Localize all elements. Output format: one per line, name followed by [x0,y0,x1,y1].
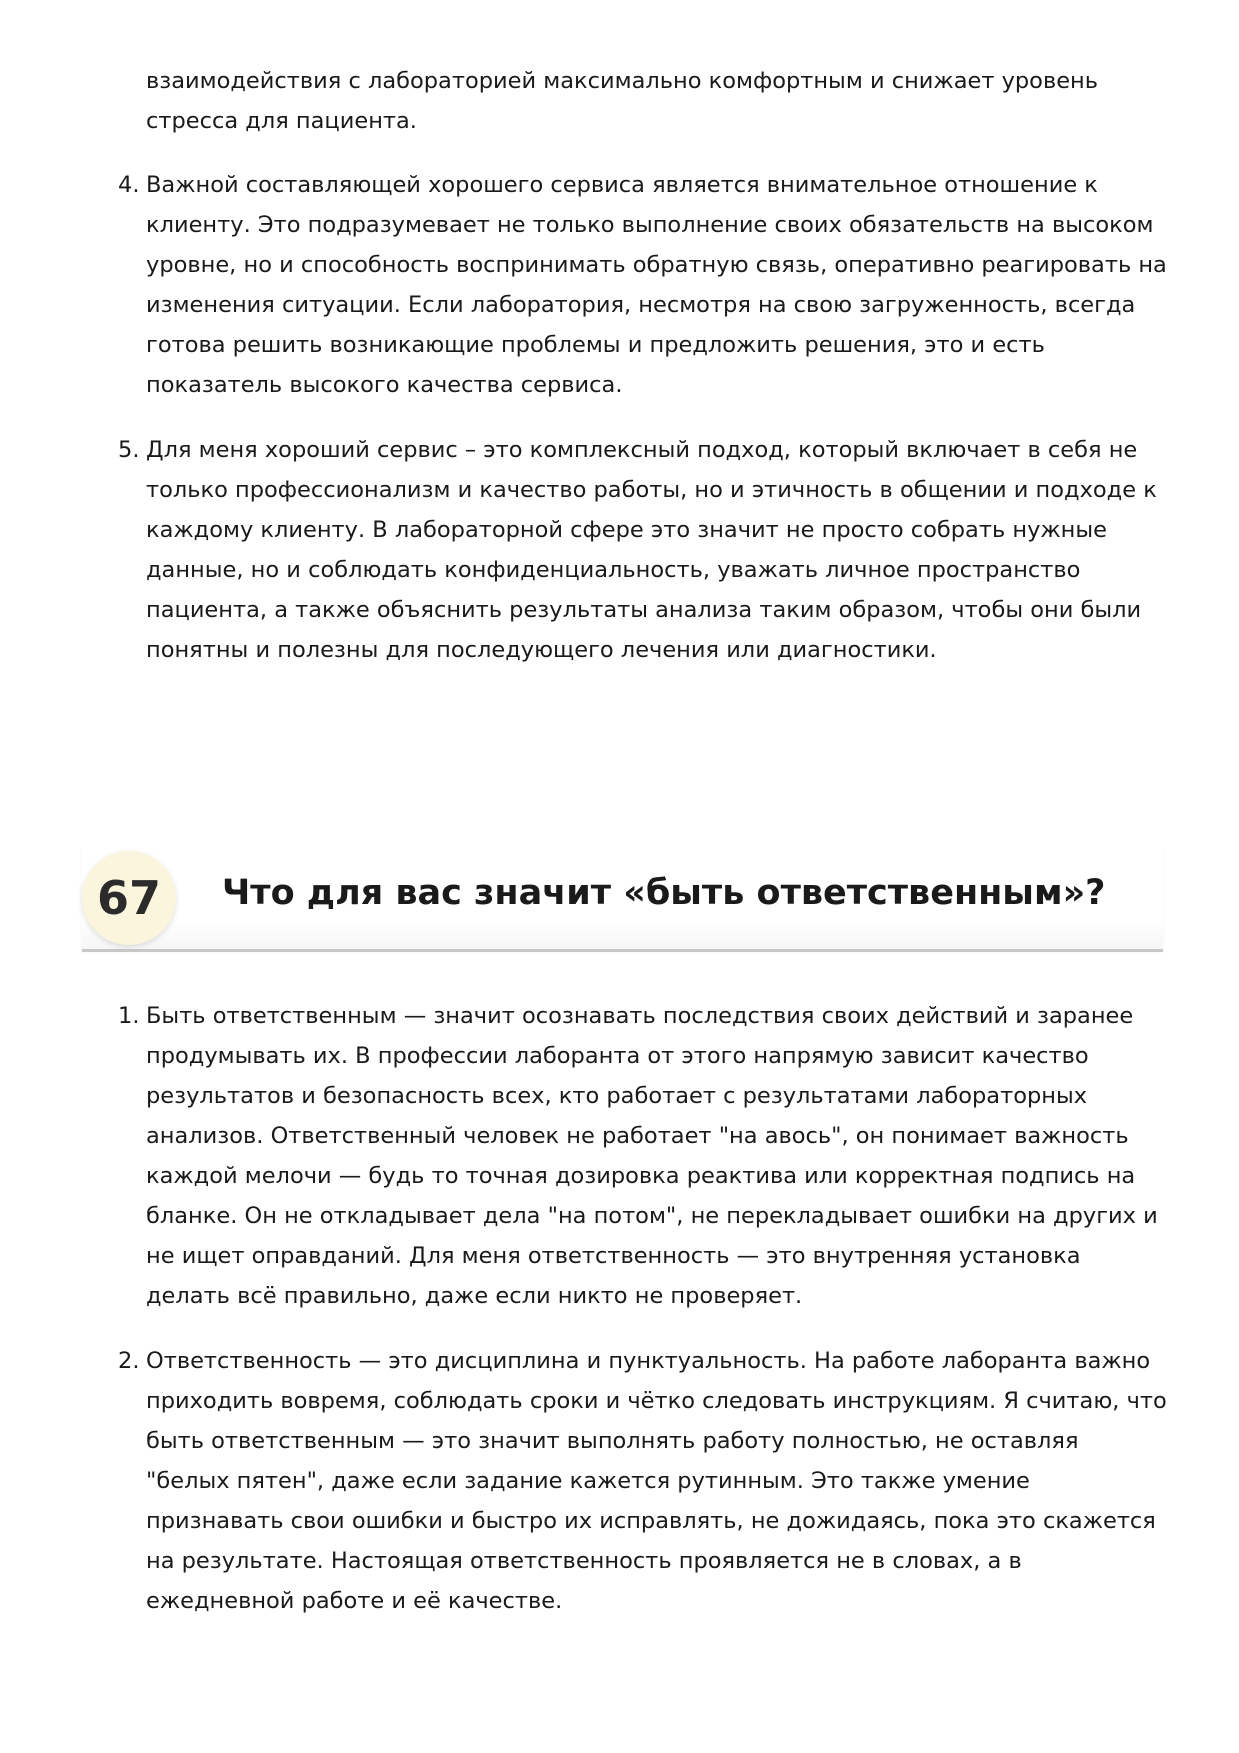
list-item [118,165,1168,405]
answers-list [118,996,1168,1646]
list-item-number: 5. [118,437,140,463]
list-item-text: Быть ответственным — значит осознавать последствия своих действий и заранее продумывать их. В профессии лаборанта от этого напрямую зависит качество результатов и безопасность всех, кто работает с результатами лабораторных анализов. Ответственный человек не работает "на авось", он понимает важность каждой мелочи — будь то точная дозировка реактива или корректная подпись на бланке. Он не откладывает дела "на потом", не перекладывает ошибки на других и не ищет оправданий. Для меня ответственность — это внутренняя установка делать всё правильно, даже если никто не проверяет. [146,1003,1158,1309]
list-item [118,430,1168,670]
list-item-number: 1. [118,1003,140,1029]
previous-answers-list [118,165,1168,695]
question-title: Что для вас значит «быть ответственным»? [222,873,1106,913]
list-item [118,996,1168,1316]
continuation-paragraph: взаимодействия с лабораторией максимально комфортным и снижает уровень стресса для пациента. [146,68,1099,134]
list-item-number: 4. [118,172,140,198]
list-item-text: Важной составляющей хорошего сервиса является внимательное отношение к клиенту. Это подразумевает не только выполнение своих обязательств на высоком уровне, но и способность воспринимать обратную связь, оперативно реагировать на изменения ситуации. Если лаборатория, несмотря на свою загруженность, всегда готова решить возникающие проблемы и предложить решения, это и есть показатель высокого качества сервиса. [146,172,1167,398]
question-divider [82,949,1163,952]
list-item-text: Для меня хороший сервис – это комплексный подход, который включает в себя не только профессионализм и качество работы, но и этичность в общении и подходе к каждому клиенту. В лабораторной сфере это значит не просто собрать нужные данные, но и соблюдать конфиденциальность, уважать личное пространство пациента, а также объяснить результаты анализа таким образом, чтобы они были понятны и полезны для последующего лечения или диагностики. [146,437,1157,663]
question-header [82,848,1163,952]
list-item [118,1341,1168,1621]
question-number-badge: 67 [82,851,176,945]
list-item-text: Ответственность — это дисциплина и пунктуальность. На работе лаборанта важно приходить вовремя, соблюдать сроки и чётко следовать инструкциям. Я считаю, что быть ответственным — это значит выполнять работу полностью, не оставляя "белых пятен", даже если задание кажется рутинным. Это также умение признавать свои ошибки и быстро их исправлять, не дожидаясь, пока это скажется на результате. Настоящая ответственность проявляется не в словах, а в ежедневной работе и её качестве. [146,1348,1167,1614]
list-item-number: 2. [118,1348,140,1374]
